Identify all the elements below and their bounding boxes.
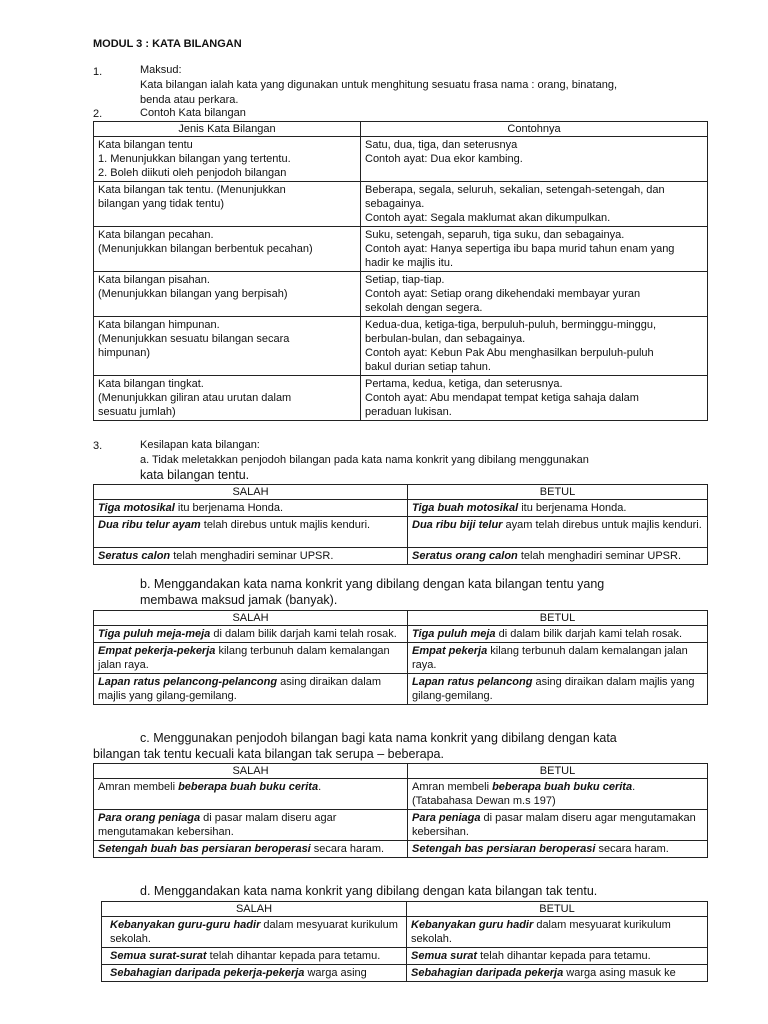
table-row — [94, 137, 708, 182]
salah-phrase: Lapan ratus pelancong-pelancong — [98, 676, 278, 688]
section-3c-line-1: c. Menggunakan penjodoh bilangan bagi kata nama konkrit yang dibilang dengan kata — [140, 731, 617, 745]
cell-line: bakul durian setiap tahun. — [365, 361, 491, 373]
cell-line: Suku, setengah, separuh, tiga suku, dan sebagainya. — [365, 229, 625, 241]
table-jenis-kata-bilangan — [93, 121, 708, 421]
table-row — [94, 779, 708, 810]
betul-phrase: Tiga puluh meja — [412, 628, 496, 640]
betul-phrase: Kebanyakan guru hadir — [411, 919, 534, 931]
salah-rest: warga asing — [304, 967, 367, 979]
section-3a-line-2: kata bilangan tentu. — [140, 468, 250, 482]
cell-line: (Menunjukkan bilangan yang berpisah) — [98, 288, 288, 300]
section-1-heading: Maksud: — [140, 64, 182, 76]
section-3d-line-1: d. Menggandakan kata nama konkrit yang dibilang dengan kata bilangan tak tentu. — [140, 884, 598, 898]
cell-line: Satu, dua, tiga, dan seterusnya — [365, 139, 518, 151]
betul-phrase: Tiga buah motosikal — [412, 502, 519, 514]
betul-rest: di dalam bilik darjah kami telah rosak. — [495, 628, 683, 640]
section-3b-line-2: membawa maksud jamak (banyak). — [140, 593, 338, 607]
salah-rest: itu berjenama Honda. — [174, 502, 284, 514]
cell-line: bilangan yang tidak tentu) — [98, 198, 224, 210]
salah-rest: kilang terbunuh dalam kemalangan jalan raya. — [98, 645, 390, 671]
section-3a-line-1: a. Tidak meletakkan penjodoh bilangan pada kata nama konkrit yang dibilang menggunakan — [140, 454, 589, 466]
cell-line: sesuatu jumlah) — [98, 406, 176, 418]
cell-line: Kedua-dua, ketiga-tiga, berpuluh-puluh, berminggu-minggu, — [365, 319, 657, 331]
salah-phrase: Sebahagian daripada pekerja-pekerja — [110, 967, 305, 979]
salah-rest: telah dihantar kepada para tetamu. — [206, 950, 381, 962]
section-1-number: 1. — [93, 66, 103, 78]
betul-rest: ayam telah direbus untuk majlis kenduri. — [502, 519, 702, 531]
table-row — [94, 841, 708, 858]
betul-rest: secara haram. — [595, 843, 669, 855]
table-row — [94, 376, 708, 421]
cell-line: hadir ke majlis itu. — [365, 257, 454, 269]
page-title: MODUL 3 : KATA BILANGAN — [93, 38, 242, 50]
table-row — [94, 317, 708, 376]
betul-phrase: Seratus orang calon — [412, 550, 518, 562]
cell-line: 2. Boleh diikuti oleh penjodoh bilangan — [98, 167, 287, 179]
cell-line: Contoh ayat: Setiap orang dikehendaki membayar yuran — [365, 288, 641, 300]
table-row — [94, 272, 708, 317]
salah-rest: dalam mesyuarat kurikulum sekolah. — [110, 919, 398, 945]
salah-phrase: Tiga motosikal — [98, 502, 175, 514]
cell-line: berbulan-bulan, dan sebagainya. — [365, 333, 526, 345]
column-header-betul: BETUL — [407, 902, 708, 917]
cell-line: 1. Menunjukkan bilangan yang tertentu. — [98, 153, 291, 165]
column-header-contohnya: Contohnya — [361, 122, 708, 137]
salah-rest: telah menghadiri seminar UPSR. — [170, 550, 334, 562]
cell-line: Beberapa, segala, seluruh, sekalian, setengah-setengah, dan — [365, 184, 665, 196]
salah-phrase: Seratus calon — [98, 550, 171, 562]
cell-line: peraduan lukisan. — [365, 406, 452, 418]
betul-phrase: beberapa buah buku cerita — [492, 781, 633, 793]
column-header-betul: BETUL — [408, 485, 708, 500]
betul-rest: di pasar malam diseru agar mengutamakan kebersihan. — [412, 812, 696, 838]
betul-phrase: Dua ribu biji telur — [412, 519, 503, 531]
table-kesilapan-d — [101, 901, 708, 982]
cell-line: Contoh ayat: Hanya sepertiga ibu bapa murid tahun enam yang — [365, 243, 675, 255]
column-header-salah: SALAH — [102, 902, 407, 917]
cell-line: sekolah dengan segera. — [365, 302, 483, 314]
salah-rest: di pasar malam diseru agar mengutamakan kebersihan. — [98, 812, 337, 838]
table-row — [94, 548, 708, 565]
betul-phrase: Lapan ratus pelancong — [412, 676, 533, 688]
section-1-line-2: benda atau perkara. — [140, 94, 239, 106]
salah-phrase: Tiga puluh meja-meja — [98, 628, 211, 640]
betul-rest: asing diraikan dalam majlis yang gilang-gemilang. — [412, 676, 695, 702]
cell-line: Kata bilangan himpunan. — [98, 319, 220, 331]
table-row — [94, 810, 708, 841]
cell-line: Pertama, kedua, ketiga, dan seterusnya. — [365, 378, 563, 390]
table-row — [102, 948, 708, 965]
cell-line: Contoh ayat: Dua ekor kambing. — [365, 153, 523, 165]
betul-rest: kilang terbunuh dalam kemalangan jalan raya. — [412, 645, 688, 671]
cell-line: Kata bilangan tingkat. — [98, 378, 204, 390]
salah-phrase: Dua ribu telur ayam — [98, 519, 201, 531]
cell-line: himpunan) — [98, 347, 150, 359]
cell-line: (Menunjukkan bilangan berbentuk pecahan) — [98, 243, 313, 255]
salah-prefix: Amran membeli — [98, 781, 179, 793]
betul-phrase: Para peniaga — [412, 812, 481, 824]
salah-phrase: Setengah buah bas persiaran beroperasi — [98, 843, 311, 855]
betul-phrase: Empat pekerja — [412, 645, 488, 657]
cell-line: sebagainya. — [365, 198, 425, 210]
cell-line: Kata bilangan pisahan. — [98, 274, 210, 286]
section-3-heading: Kesilapan kata bilangan: — [140, 439, 260, 451]
section-3-number: 3. — [93, 440, 103, 452]
betul-prefix: Amran membeli — [412, 781, 493, 793]
salah-rest: telah direbus untuk majlis kenduri. — [200, 519, 371, 531]
table-kesilapan-a — [93, 484, 708, 565]
cell-line: Kata bilangan tentu — [98, 139, 193, 151]
section-2-number: 2. — [93, 108, 103, 120]
salah-rest: secara haram. — [310, 843, 385, 855]
table-row — [94, 227, 708, 272]
betul-rest: warga asing masuk ke — [563, 967, 676, 979]
table-row — [94, 517, 708, 548]
column-header-salah: SALAH — [94, 485, 408, 500]
salah-phrase: Para orang peniaga — [98, 812, 201, 824]
salah-rest: . — [318, 781, 322, 793]
salah-rest: di dalam bilik darjah kami telah rosak. — [210, 628, 397, 640]
section-1-line-1: Kata bilangan ialah kata yang digunakan untuk menghitung sesuatu frasa nama : orang, binatang, — [140, 79, 618, 91]
cell-line: Contoh ayat: Segala maklumat akan dikumpulkan. — [365, 212, 611, 224]
column-header-salah: SALAH — [94, 764, 408, 779]
section-3c-line-2: bilangan tak tentu kecuali kata bilangan tak serupa – beberapa. — [93, 747, 444, 761]
betul-rest: . — [632, 781, 636, 793]
betul-rest: telah menghadiri seminar UPSR. — [517, 550, 682, 562]
salah-phrase: Empat pekerja-pekerja — [98, 645, 216, 657]
cell-line: Kata bilangan tak tentu. (Menunjukkan — [98, 184, 286, 196]
section-3b-line-1: b. Menggandakan kata nama konkrit yang dibilang dengan kata bilangan tentu yang — [140, 577, 605, 591]
betul-phrase: Semua surat — [411, 950, 478, 962]
betul-reference-note: (Tatabahasa Dewan m.s 197) — [412, 795, 556, 807]
column-header-betul: BETUL — [408, 611, 708, 626]
betul-phrase: Sebahagian daripada pekerja — [411, 967, 564, 979]
cell-line: Contoh ayat: Abu mendapat tempat ketiga sahaja dalam — [365, 392, 639, 404]
table-row — [102, 965, 708, 982]
salah-phrase: Semua surat-surat — [110, 950, 207, 962]
column-header-jenis: Jenis Kata Bilangan — [94, 122, 361, 137]
table-row — [102, 917, 708, 948]
salah-rest: asing diraikan dalam majlis yang gilang-gemilang. — [98, 676, 382, 702]
betul-rest: itu berjenama Honda. — [518, 502, 627, 514]
table-row — [94, 182, 708, 227]
table-header-row — [94, 122, 708, 137]
cell-line: (Menunjukkan sesuatu bilangan secara — [98, 333, 290, 345]
cell-line: Setiap, tiap-tiap. — [365, 274, 445, 286]
cell-line: Contoh ayat: Kebun Pak Abu menghasilkan berpuluh-puluh — [365, 347, 654, 359]
salah-phrase: beberapa buah buku cerita — [178, 781, 319, 793]
table-kesilapan-c — [93, 763, 708, 858]
salah-phrase: Kebanyakan guru-guru hadir — [110, 919, 261, 931]
table-row — [94, 626, 708, 643]
betul-rest: telah dihantar kepada para tetamu. — [477, 950, 651, 962]
cell-line: Kata bilangan pecahan. — [98, 229, 214, 241]
column-header-betul: BETUL — [408, 764, 708, 779]
table-row — [94, 674, 708, 705]
column-header-salah: SALAH — [94, 611, 408, 626]
table-kesilapan-b — [93, 610, 708, 705]
table-row — [94, 643, 708, 674]
section-2-heading: Contoh Kata bilangan — [140, 107, 246, 119]
cell-line: (Menunjukkan giliran atau urutan dalam — [98, 392, 292, 404]
betul-rest: dalam mesyuarat kurikulum sekolah. — [411, 919, 671, 945]
table-row — [94, 500, 708, 517]
betul-phrase: Setengah bas persiaran beroperasi — [412, 843, 596, 855]
